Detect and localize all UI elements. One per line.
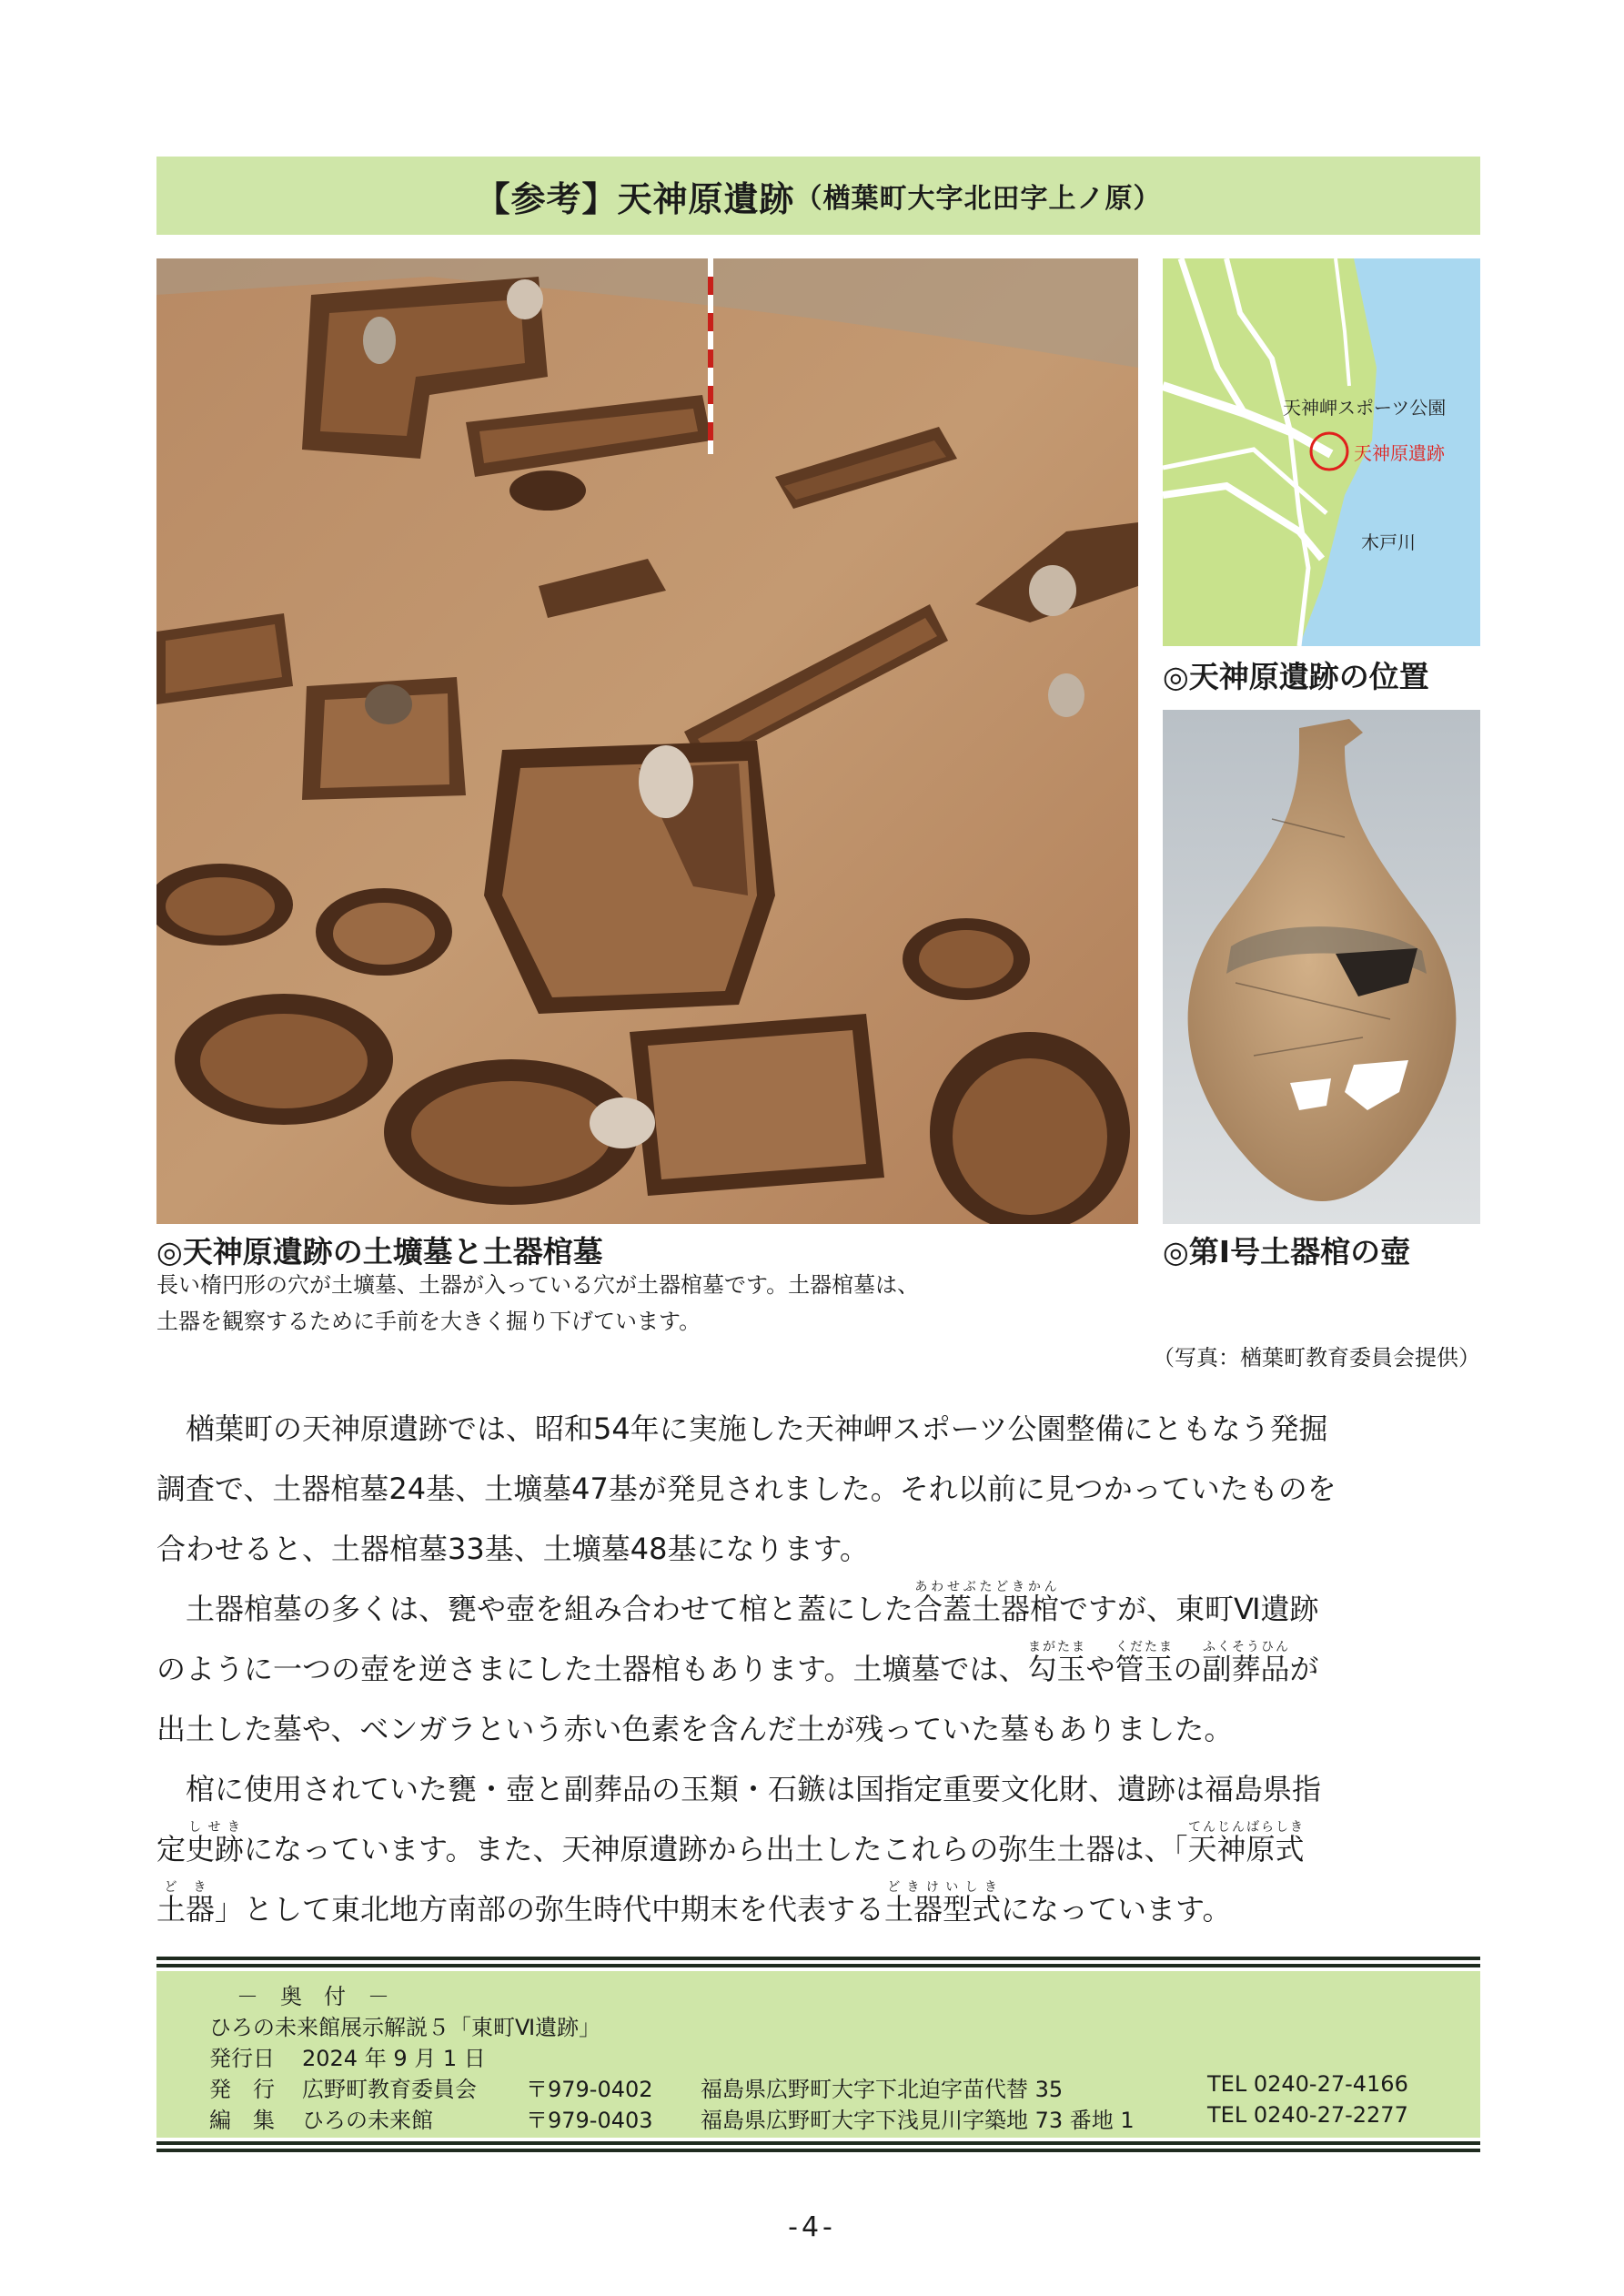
body-text-segment: 土器棺墓の多くは、甕や壺を組み合わせて棺と蓋にした bbox=[156, 1592, 914, 1626]
body-line bbox=[156, 1868, 1232, 1950]
ruby-base: 史跡 bbox=[186, 1832, 245, 1866]
colophon-rule-bottom bbox=[156, 2141, 1480, 2152]
ruby-term bbox=[913, 1580, 1060, 1626]
body-line: 出土した墓や、ベンガラという赤い色素を含んだ土が残っていた墓もありました。 bbox=[156, 1712, 1234, 1746]
body-text-segment: になっています。また、天神原遺跡から出土したこれらの弥生土器は、「 bbox=[244, 1832, 1188, 1866]
ruby-term bbox=[1115, 1640, 1174, 1686]
body-text-segment: や bbox=[1085, 1652, 1115, 1686]
ruby-reading: どき bbox=[156, 1880, 216, 1895]
colophon-editor-address: 福島県広野町大字下浅見川字築地 73 番地 1 bbox=[701, 2108, 1135, 2133]
jar-caption: ◎第Ⅰ号土器棺の壺 bbox=[1163, 1234, 1411, 1269]
ruby-reading: くだたま bbox=[1115, 1640, 1174, 1654]
ruby-reading: てんじんばらしき bbox=[1187, 1820, 1305, 1835]
title-band bbox=[156, 157, 1480, 235]
excavation-illustration bbox=[156, 258, 1138, 1224]
body-text-segment: 」として東北地方南部の弥生時代中期末を代表する bbox=[215, 1892, 885, 1927]
ruby-term bbox=[1202, 1640, 1290, 1686]
colophon-publisher-name: 広野町教育委員会 bbox=[302, 2077, 477, 2102]
body-text-segment: のように一つの壺を逆さまにした土器棺もあります。土壙墓では、 bbox=[156, 1652, 1028, 1686]
ruby-base: 合蓋土器棺 bbox=[913, 1592, 1060, 1626]
body-text-segment: が bbox=[1289, 1652, 1319, 1686]
ruby-base: 副葬品 bbox=[1202, 1652, 1290, 1686]
excavation-caption: ◎天神原遺跡の土壙墓と土器棺墓 bbox=[156, 1234, 603, 1269]
body-text-segment: 定 bbox=[156, 1832, 187, 1866]
ruby-reading: ふくそうひん bbox=[1202, 1640, 1290, 1654]
colophon-publisher-address: 福島県広野町大字下北迫字苗代替 35 bbox=[701, 2077, 1064, 2102]
ruby-base: 天神原式 bbox=[1187, 1832, 1305, 1866]
body-line: 棺に使用されていた甕・壺と副葬品の玉類・石鏃は国指定重要文化財、遺跡は福島県指 bbox=[156, 1772, 1322, 1806]
colophon-box bbox=[156, 1971, 1480, 2138]
body-line: 合わせると、土器棺墓33基、土壙墓48基になります。 bbox=[156, 1532, 869, 1566]
ruby-term bbox=[156, 1880, 216, 1927]
colophon-editor-label: 編 集 bbox=[209, 2108, 275, 2133]
page-number: -4- bbox=[788, 2211, 836, 2243]
ruby-reading: どきけいしき bbox=[884, 1880, 1002, 1895]
body-text-segment: になっています。 bbox=[1001, 1892, 1232, 1927]
excavation-photo bbox=[156, 258, 1138, 1224]
colophon-editor-name: ひろの未来館 bbox=[302, 2108, 433, 2133]
colophon-editor-zip: 〒979-0403 bbox=[526, 2108, 653, 2133]
page-title: 【参考】天神原遺跡 bbox=[475, 178, 795, 219]
colophon-date-value: 2024 年 9 月 1 日 bbox=[302, 2046, 486, 2071]
map-label-river: 木戸川 bbox=[1361, 531, 1416, 553]
colophon-publisher-tel: TEL 0240-27-4166 bbox=[1207, 2071, 1408, 2097]
ruby-reading: まがたま bbox=[1027, 1640, 1086, 1654]
colophon-series: ひろの未来館展示解説５「東町Ⅵ遺跡」 bbox=[209, 2015, 601, 2040]
map-label-park: 天神岬スポーツ公園 bbox=[1283, 397, 1447, 419]
ruby-base: 土器 bbox=[156, 1892, 216, 1927]
colophon-date-label: 発行日 bbox=[209, 2046, 275, 2071]
ruby-reading: あわせぶたどきかん bbox=[913, 1580, 1060, 1594]
excavation-note-line-2: 土器を観察するために手前を大きく掘り下げています。 bbox=[156, 1309, 701, 1334]
colophon-editor-tel: TEL 0240-27-2277 bbox=[1207, 2102, 1408, 2128]
excavation-note-line-1: 長い楕円形の穴が土壙墓、土器が入っている穴が土器棺墓です。土器棺墓は、 bbox=[156, 1272, 920, 1298]
photo-credit: （写真：楢葉町教育委員会提供） bbox=[1153, 1345, 1480, 1371]
body-text-segment: ですが、東町Ⅵ遺跡 bbox=[1059, 1592, 1319, 1626]
ruby-term bbox=[186, 1820, 245, 1866]
ruby-term bbox=[1027, 1640, 1086, 1686]
jar-photo bbox=[1163, 710, 1480, 1224]
ruby-term bbox=[1187, 1820, 1305, 1866]
ruby-reading: しせき bbox=[186, 1820, 245, 1835]
page-subtitle: （楢葉町大字北田字上ノ原） bbox=[794, 183, 1162, 215]
colophon-publisher-label: 発 行 bbox=[209, 2077, 275, 2102]
body-text-segment: の bbox=[1173, 1652, 1203, 1686]
ruby-base: 管玉 bbox=[1115, 1652, 1174, 1686]
map-caption: ◎天神原遺跡の位置 bbox=[1163, 659, 1429, 694]
colophon-heading: － 奥 付 － bbox=[237, 1984, 389, 2009]
location-map bbox=[1163, 258, 1480, 646]
jar-illustration bbox=[1163, 710, 1480, 1224]
body-line: 調査で、土器棺墓24基、土壙墓47基が発見されました。それ以前に見つかっていたものを bbox=[156, 1472, 1337, 1506]
ruby-base: 勾玉 bbox=[1027, 1652, 1086, 1686]
colophon-rule-top bbox=[156, 1957, 1480, 1967]
body-line: 楢葉町の天神原遺跡では、昭和54年に実施した天神岬スポーツ公園整備にともなう発掘 bbox=[156, 1411, 1328, 1446]
colophon-publisher-zip: 〒979-0402 bbox=[526, 2077, 653, 2102]
map-label-site: 天神原遺跡 bbox=[1354, 442, 1445, 464]
ruby-base: 土器型式 bbox=[884, 1892, 1002, 1927]
body-text bbox=[156, 1388, 1480, 1934]
ruby-term bbox=[884, 1880, 1002, 1927]
